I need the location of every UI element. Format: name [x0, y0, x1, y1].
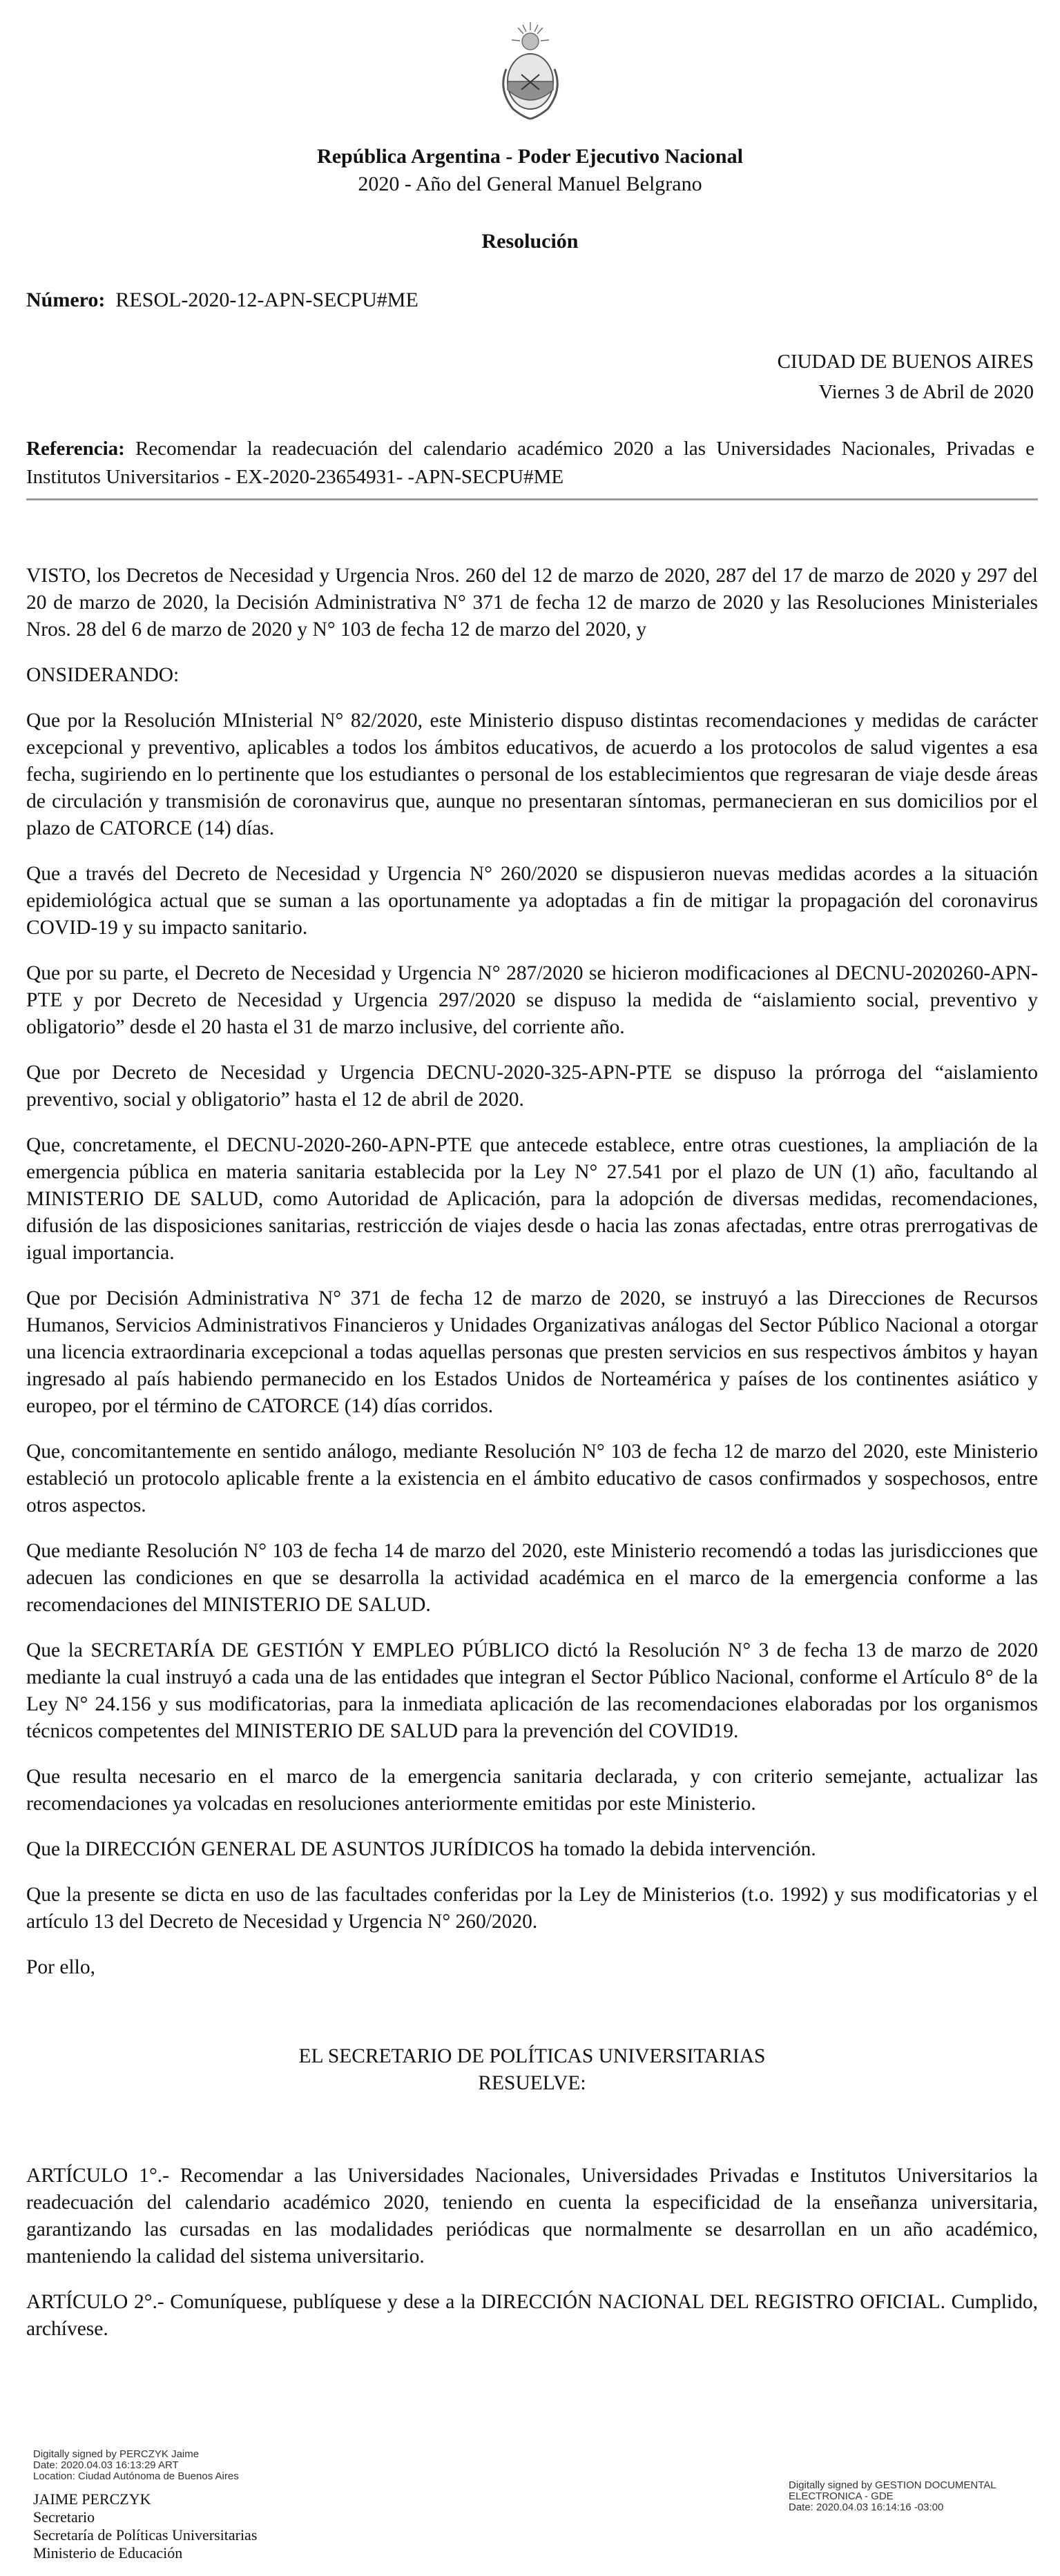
signed-by-line2: ELECTRONICA - GDE — [789, 2490, 894, 2502]
body-paragraph: Que la SECRETARÍA DE GESTIÓN Y EMPLEO PÚBLICO dictó la Resolución N° 3 de fecha 13 de marzo de 2020 mediante la cual instruyó a cada una de las entidades que integran el Sector Público Nacional, conforme el Artículo 8° de la Ley N° 24.156 y sus modificatorias, para la inmediata aplicación de las recomendaciones elaboradas por los organismos técnicos competentes del MINISTERIO DE SALUD para la prevención del COVID19. — [26, 1639, 1038, 1742]
signature-location: Location: Ciudad Autónoma de Buenos Aires — [33, 2470, 239, 2482]
header-divider — [26, 498, 1038, 500]
por-ello: Por ello, — [26, 1956, 95, 1978]
article-1: ARTÍCULO 1°.- Recomendar a las Universidades Nacionales, Universidades Privadas e Institutos Universitarios la readecuación del calendario académico 2020, teniendo en cuenta la especificidad de la enseñanza universitaria, garantizando las cursadas en las modalidades periódicas que normalmente se desarrollan en un año académico, manteniendo la calidad del sistema universitario. — [26, 2165, 1038, 2267]
body-paragraph: Que, concretamente, el DECNU-2020-260-APN-PTE que antecede establece, entre otras cuestiones, la ampliación de la emergencia pública en materia sanitaria establecida por la Ley N° 27.541 por el plazo de UN (1) año, facultando al MINISTERIO DE SALUD, como Autoridad de Aplicación, para la adopción de diversas medidas, recomendaciones, difusión de las disposiciones sanitarias, restricción de viajes desde o hacia las zonas afectadas, entre otras prerrogativas de igual importancia. — [26, 1134, 1038, 1264]
signature-date: Date: 2020.04.03 16:14:16 -03:00 — [789, 2501, 944, 2513]
signature-date: Date: 2020.04.03 16:13:29 ART — [33, 2459, 179, 2471]
body-paragraph: Que la presente se dicta en uso de las facultades conferidas por la Ley de Ministerios (t.o. 1992) y sus modificatorias y el artículo 13 del Decreto de Necesidad y Urgencia N° 260/2020. — [26, 1884, 1038, 1933]
document-type: Resolución — [481, 230, 579, 253]
signer-name: JAIME PERCZYK — [33, 2490, 151, 2508]
reference — [26, 435, 1034, 491]
body-paragraph: Que a través del Decreto de Necesidad y Urgencia N° 260/2020 se dispusieron nuevas medidas acordes a la situación epidemiológica actual que se suman a las oportunamente ya adoptadas a fin de mitigar la propagación del coronavirus COVID-19 y su impacto sanitario. — [26, 863, 1038, 939]
signed-by: Digitally signed by GESTION DOCUMENTAL — [789, 2479, 996, 2491]
place-and-date — [778, 347, 1034, 407]
reference-text: Recomendar la readecuación del calendario académico 2020 a las Universidades Nacionales, Privadas e Institutos Universitarios - EX-2020-23654931- -APN-SECPU#ME — [26, 438, 1034, 488]
body-paragraph: Que, concomitantemente en sentido análogo, mediante Resolución N° 103 de fecha 12 de marzo del 2020, este Ministerio estableció un protocolo aplicable frente a la existencia en el ámbito educativo de casos confirmados y sospechosos, entre otros aspectos. — [26, 1441, 1038, 1516]
resolution-number-label: Número: — [26, 289, 106, 311]
body-paragraph: Que por Decreto de Necesidad y Urgencia DECNU-2020-325-APN-PTE se dispuso la prórroga del “aislamiento preventivo, social y obligatorio” hasta el 12 de abril de 2020. — [26, 1062, 1038, 1111]
article-2: ARTÍCULO 2°.- Comuníquese, publíquese y dese a la DIRECCIÓN NACIONAL DEL REGISTRO OFICIAL. Cumplido, archívese. — [26, 2291, 1038, 2340]
signer-details — [33, 2490, 257, 2562]
signer-role: Secretario — [33, 2508, 95, 2526]
resolution-number-value: RESOL-2020-12-APN-SECPU#ME — [115, 289, 418, 311]
body-paragraph: Que por su parte, el Decreto de Necesidad y Urgencia N° 287/2020 se hicieron modificaciones al DECNU-2020260-APN-PTE y por Decreto de Necesidad y Urgencia 297/2020 se dispuso la medida de “aislamiento social, preventivo y obligatorio” desde el 20 hasta el 31 de marzo inclusive, del corriente año. — [26, 962, 1038, 1038]
signature-block-right — [789, 2480, 996, 2513]
national-coat-of-arms-icon — [492, 21, 568, 124]
body-paragraph: Que mediante Resolución N° 103 de fecha 14 de marzo del 2020, este Ministerio recomendó a todas las jurisdicciones que adecuen las condiciones en que se desarrolla la actividad académica en el marco de la emergencia conforme a las recomendaciones del MINISTERIO DE SALUD. — [26, 1540, 1038, 1616]
body-paragraph: Que por la Resolución MInisterial N° 82/2020, este Ministerio dispuso distintas recomendaciones y medidas de carácter excepcional y preventivo, aplicables a todos los ámbitos educativos, de acuerdo a los protocolos de salud vigentes a esa fecha, sugiriendo en lo pertinente que los estudiantes o personal de los establecimientos que regresaran de viaje desde áreas de circulación y transmisión de coronavirus que, aunque no presentaran síntomas, permanecieran en sus domicilios por el plazo de CATORCE (14) días. — [26, 710, 1038, 839]
reference-label: Referencia: — [26, 438, 125, 460]
resuelve-heading: RESUELVE: — [478, 2072, 586, 2094]
government-header: República Argentina - Poder Ejecutivo Nacional — [317, 145, 743, 168]
body-paragraph: Que por Decisión Administrativa N° 371 de fecha 12 de marzo de 2020, se instruyó a las Direcciones de Recursos Humanos, Servicios Administrativos Financieros y Unidades Organizativas análogas del Sector Público Nacional a otorgar una licencia extraordinaria excepcional a todas aquellas personas que presten servicios en sus respectivos ámbitos y hayan ingresado al país habiendo permanecido en los Estados Unidos de Norteamérica y países de los continentes asiático y europeo, por el término de CATORCE (14) días corridos. — [26, 1287, 1038, 1417]
resolution-number — [26, 289, 418, 312]
considerando-heading: ONSIDERANDO: — [26, 664, 180, 686]
digital-signature-stamp — [33, 2449, 257, 2482]
signer-ministry: Ministerio de Educación — [33, 2544, 183, 2562]
document-body — [26, 563, 1038, 2355]
issuing-authority: EL SECRETARIO DE POLÍTICAS UNIVERSITARIAS — [298, 2045, 766, 2067]
signed-by: Digitally signed by PERCZYK Jaime — [33, 2448, 200, 2460]
year-motto: 2020 - Año del General Manuel Belgrano — [358, 173, 702, 195]
body-paragraph: Que resulta necesario en el marco de la emergencia sanitaria declarada, y con criterio semejante, actualizar las recomendaciones ya volcadas en resoluciones anteriormente emitidas por este Ministerio. — [26, 1766, 1038, 1815]
resuelve-block — [26, 2043, 1038, 2097]
body-paragraph: Que la DIRECCIÓN GENERAL DE ASUNTOS JURÍDICOS ha tomado la debida intervención. — [26, 1838, 816, 1860]
date: Viernes 3 de Abril de 2020 — [818, 381, 1034, 403]
signature-block-left — [33, 2449, 257, 2562]
signer-office: Secretaría de Políticas Universitarias — [33, 2526, 258, 2544]
visto-paragraph: VISTO, los Decretos de Necesidad y Urgencia Nros. 260 del 12 de marzo de 2020, 287 del 17 de marzo de 2020 y 297 del 20 de marzo de 2020, la Decisión Administrativa N° 371 de fecha 12 de marzo de 2020 y las Resoluciones Ministeriales Nros. 28 del 6 de marzo de 2020 y N° 103 de fecha 12 de marzo del 2020, y — [26, 565, 1038, 641]
city: CIUDAD DE BUENOS AIRES — [777, 351, 1034, 373]
